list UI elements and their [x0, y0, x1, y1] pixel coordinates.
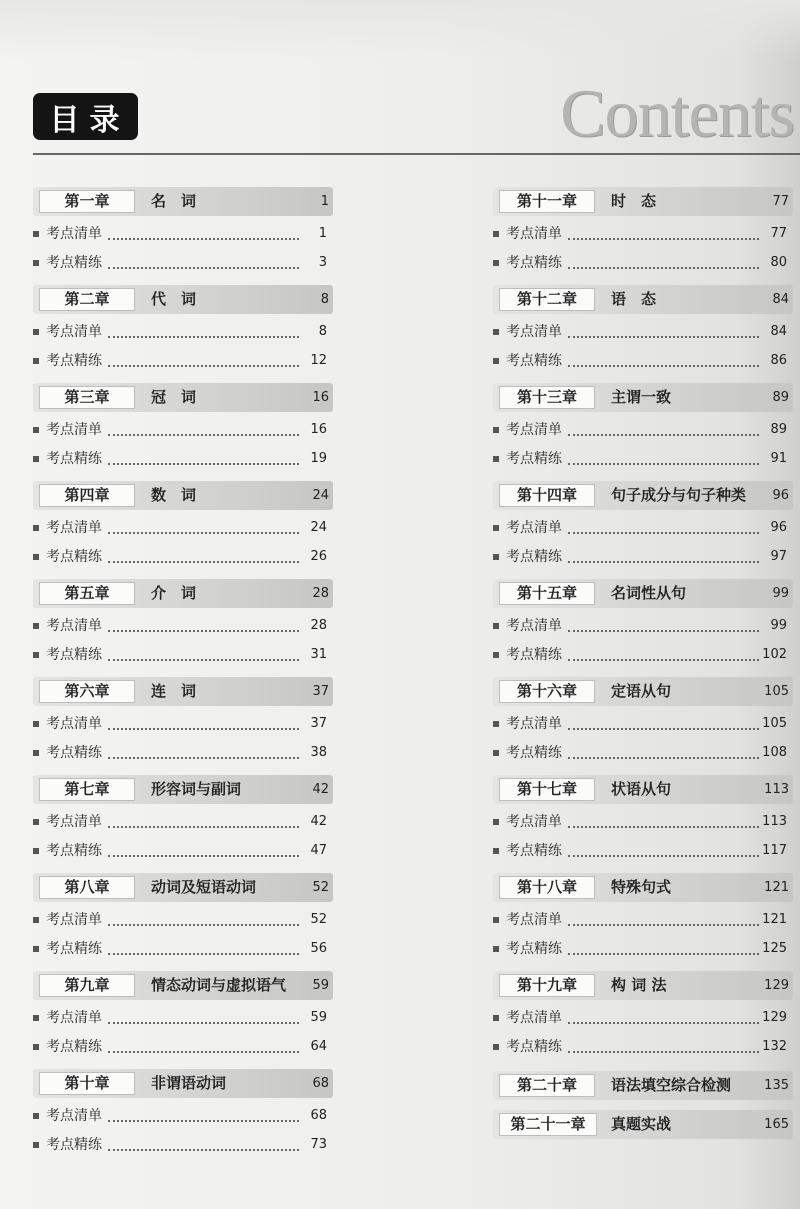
square-bullet-icon — [493, 1044, 499, 1050]
toc-entry-page-number: 56 — [310, 941, 327, 956]
toc-entry-page-number: 26 — [310, 549, 327, 564]
chapter-page-number: 135 — [764, 1078, 789, 1093]
chapter-title: 代 词 — [151, 290, 197, 308]
chapter-page-number: 121 — [764, 880, 789, 895]
dot-leader — [108, 659, 299, 661]
chapter-title: 语法填空综合检测 — [611, 1076, 732, 1094]
dot-leader — [108, 238, 299, 240]
chapter-title: 连 词 — [151, 682, 197, 700]
toc-entry-page-number: 73 — [310, 1137, 327, 1152]
dot-leader — [108, 434, 299, 436]
dot-leader — [568, 630, 759, 632]
toc-entry-label: 考点清单 — [506, 226, 562, 242]
toc-entry-page-number: 97 — [770, 549, 787, 564]
toc-entry-page-number: 102 — [762, 647, 787, 662]
square-bullet-icon — [493, 750, 499, 756]
toc-entry-label: 考点清单 — [46, 1010, 102, 1026]
toc-entry[interactable] — [493, 416, 793, 444]
toc-entry-page-number: 19 — [310, 451, 327, 466]
square-bullet-icon — [493, 260, 499, 266]
dot-leader — [108, 336, 299, 338]
square-bullet-icon — [33, 1015, 39, 1021]
chapter-title: 介 词 — [151, 584, 197, 602]
toc-column-right — [493, 187, 793, 1143]
toc-entry[interactable] — [493, 935, 793, 963]
square-bullet-icon — [493, 1015, 499, 1021]
dot-leader — [568, 336, 759, 338]
toc-entry-page-number: 84 — [770, 324, 787, 339]
chapter-title: 名 词 — [151, 192, 197, 210]
toc-entry[interactable] — [493, 543, 793, 571]
toc-entry-page-number: 16 — [310, 422, 327, 437]
chapter-title: 动词及短语动词 — [151, 878, 257, 896]
toc-entry-page-number: 47 — [310, 843, 327, 858]
toc-entry-page-number: 28 — [310, 618, 327, 633]
toc-entry-page-number: 86 — [770, 353, 787, 368]
toc-chapter[interactable] — [33, 971, 333, 1000]
chapter-number: 第五章 — [39, 582, 135, 605]
toc-entry-page-number: 37 — [310, 716, 327, 731]
toc-entry-label: 考点精练 — [46, 941, 102, 957]
toc-entry[interactable] — [33, 641, 333, 669]
toc-chapter[interactable] — [33, 873, 333, 902]
toc-chapter[interactable] — [33, 481, 333, 510]
toc-entry[interactable] — [33, 739, 333, 767]
toc-entry[interactable] — [33, 249, 333, 277]
toc-column-left — [33, 187, 333, 1167]
toc-entry-label: 考点清单 — [506, 716, 562, 732]
page-title: 目录 — [33, 93, 138, 140]
dot-leader — [108, 855, 299, 857]
dot-leader — [108, 267, 299, 269]
chapter-number: 第十六章 — [499, 680, 595, 703]
toc-entry-label: 考点精练 — [46, 745, 102, 761]
dot-leader — [108, 630, 299, 632]
chapter-page-number: 42 — [312, 782, 329, 797]
dot-leader — [568, 924, 759, 926]
toc-entry[interactable] — [33, 347, 333, 375]
square-bullet-icon — [33, 358, 39, 364]
toc-entry-page-number: 89 — [770, 422, 787, 437]
toc-entry-label: 考点清单 — [46, 618, 102, 634]
toc-chapter[interactable] — [33, 677, 333, 706]
toc-entry-label: 考点精练 — [506, 353, 562, 369]
toc-chapter[interactable] — [493, 383, 793, 412]
square-bullet-icon — [493, 623, 499, 629]
toc-chapter[interactable] — [493, 481, 793, 510]
chapter-number: 第二十一章 — [499, 1113, 597, 1136]
square-bullet-icon — [33, 721, 39, 727]
toc-entry-label: 考点精练 — [506, 1039, 562, 1055]
toc-entry[interactable] — [33, 543, 333, 571]
toc-entry[interactable] — [33, 514, 333, 542]
toc-entry[interactable] — [493, 445, 793, 473]
toc-entry-page-number: 59 — [310, 1010, 327, 1025]
toc-entry-page-number: 113 — [762, 814, 787, 829]
chapter-page-number: 77 — [772, 194, 789, 209]
toc-entry[interactable] — [493, 710, 793, 738]
toc-chapter[interactable] — [493, 1110, 793, 1139]
toc-entry[interactable] — [33, 808, 333, 836]
chapter-page-number: 59 — [312, 978, 329, 993]
chapter-number: 第十八章 — [499, 876, 595, 899]
toc-entry-page-number: 64 — [310, 1039, 327, 1054]
toc-chapter[interactable] — [33, 579, 333, 608]
toc-entry[interactable] — [33, 1131, 333, 1159]
square-bullet-icon — [33, 554, 39, 560]
square-bullet-icon — [493, 917, 499, 923]
toc-entry-label: 考点清单 — [506, 520, 562, 536]
toc-entry[interactable] — [33, 416, 333, 444]
chapter-page-number: 99 — [772, 586, 789, 601]
dot-leader — [568, 953, 759, 955]
chapter-number: 第一章 — [39, 190, 135, 213]
dot-leader — [568, 757, 759, 759]
toc-entry-page-number: 132 — [762, 1039, 787, 1054]
toc-entry-label: 考点精练 — [46, 549, 102, 565]
dot-leader — [108, 1149, 299, 1151]
square-bullet-icon — [493, 231, 499, 237]
toc-entry-page-number: 99 — [770, 618, 787, 633]
chapter-page-number: 37 — [312, 684, 329, 699]
chapter-title: 特殊句式 — [611, 878, 672, 896]
chapter-number: 第六章 — [39, 680, 135, 703]
toc-entry-page-number: 129 — [762, 1010, 787, 1025]
toc-entry-label: 考点精练 — [46, 843, 102, 859]
toc-entry-label: 考点精练 — [46, 1039, 102, 1055]
chapter-page-number: 129 — [764, 978, 789, 993]
chapter-title: 主谓一致 — [611, 388, 672, 406]
toc-entry-page-number: 105 — [762, 716, 787, 731]
square-bullet-icon — [33, 260, 39, 266]
chapter-number: 第十四章 — [499, 484, 595, 507]
square-bullet-icon — [493, 525, 499, 531]
toc-entry-label: 考点清单 — [46, 520, 102, 536]
square-bullet-icon — [33, 917, 39, 923]
toc-entry-page-number: 24 — [310, 520, 327, 535]
toc-entry-page-number: 8 — [318, 324, 327, 339]
square-bullet-icon — [33, 456, 39, 462]
toc-entry-page-number: 96 — [770, 520, 787, 535]
dot-leader — [108, 1120, 299, 1122]
toc-entry-label: 考点清单 — [46, 912, 102, 928]
square-bullet-icon — [493, 848, 499, 854]
chapter-number: 第八章 — [39, 876, 135, 899]
square-bullet-icon — [33, 946, 39, 952]
toc-entry-page-number: 52 — [310, 912, 327, 927]
square-bullet-icon — [33, 819, 39, 825]
toc-entry-page-number: 77 — [770, 226, 787, 241]
toc-chapter[interactable] — [493, 677, 793, 706]
chapter-number: 第十一章 — [499, 190, 595, 213]
chapter-page-number: 165 — [764, 1117, 789, 1132]
toc-chapter[interactable] — [33, 187, 333, 216]
dot-leader — [108, 1051, 299, 1053]
square-bullet-icon — [33, 1113, 39, 1119]
toc-chapter[interactable] — [493, 971, 793, 1000]
square-bullet-icon — [493, 652, 499, 658]
toc-entry[interactable] — [493, 808, 793, 836]
toc-entry-page-number: 91 — [770, 451, 787, 466]
chapter-title: 形容词与副词 — [151, 780, 242, 798]
toc-entry-page-number: 3 — [318, 255, 327, 270]
toc-entry[interactable] — [493, 249, 793, 277]
dot-leader — [108, 532, 299, 534]
toc-entry-label: 考点精练 — [506, 941, 562, 957]
square-bullet-icon — [493, 554, 499, 560]
square-bullet-icon — [33, 329, 39, 335]
toc-entry-label: 考点精练 — [46, 647, 102, 663]
chapter-page-number: 84 — [772, 292, 789, 307]
toc-entry[interactable] — [33, 1004, 333, 1032]
toc-entry-page-number: 1 — [318, 226, 327, 241]
dot-leader — [568, 855, 759, 857]
dot-leader — [568, 365, 759, 367]
toc-entry-page-number: 117 — [762, 843, 787, 858]
toc-entry-label: 考点清单 — [46, 1108, 102, 1124]
dot-leader — [568, 1022, 759, 1024]
toc-entry-page-number: 80 — [770, 255, 787, 270]
dot-leader — [568, 1051, 759, 1053]
toc-entry[interactable] — [493, 1004, 793, 1032]
chapter-number: 第十三章 — [499, 386, 595, 409]
contents-heading: Contents — [560, 75, 794, 151]
chapter-page-number: 16 — [312, 390, 329, 405]
toc-entry-label: 考点清单 — [46, 226, 102, 242]
toc-entry[interactable] — [33, 612, 333, 640]
square-bullet-icon — [33, 652, 39, 658]
dot-leader — [108, 728, 299, 730]
chapter-title: 数 词 — [151, 486, 197, 504]
toc-entry[interactable] — [33, 220, 333, 248]
dot-leader — [568, 267, 759, 269]
square-bullet-icon — [33, 623, 39, 629]
toc-entry-label: 考点清单 — [46, 324, 102, 340]
chapter-page-number: 89 — [772, 390, 789, 405]
chapter-title: 语 态 — [611, 290, 657, 308]
chapter-number: 第二十章 — [499, 1074, 595, 1097]
chapter-title: 冠 词 — [151, 388, 197, 406]
chapter-number: 第三章 — [39, 386, 135, 409]
toc-chapter[interactable] — [493, 187, 793, 216]
dot-leader — [108, 463, 299, 465]
toc-entry[interactable] — [33, 318, 333, 346]
square-bullet-icon — [493, 329, 499, 335]
chapter-number: 第七章 — [39, 778, 135, 801]
square-bullet-icon — [33, 750, 39, 756]
chapter-title: 真题实战 — [611, 1115, 672, 1133]
toc-entry-label: 考点精练 — [506, 647, 562, 663]
chapter-title: 非谓语动词 — [151, 1074, 227, 1092]
toc-chapter[interactable] — [493, 285, 793, 314]
dot-leader — [568, 532, 759, 534]
dot-leader — [108, 561, 299, 563]
toc-entry[interactable] — [493, 220, 793, 248]
toc-entry-page-number: 68 — [310, 1108, 327, 1123]
chapter-title: 定语从句 — [611, 682, 672, 700]
square-bullet-icon — [33, 1142, 39, 1148]
toc-entry-page-number: 38 — [310, 745, 327, 760]
header-divider — [33, 153, 800, 155]
chapter-title: 情态动词与虚拟语气 — [151, 976, 287, 994]
toc-chapter[interactable] — [493, 873, 793, 902]
toc-entry-page-number: 121 — [762, 912, 787, 927]
chapter-number: 第十章 — [39, 1072, 135, 1095]
toc-chapter[interactable] — [493, 579, 793, 608]
toc-entry[interactable] — [493, 347, 793, 375]
chapter-title: 句子成分与句子种类 — [611, 486, 747, 504]
chapter-page-number: 105 — [764, 684, 789, 699]
square-bullet-icon — [493, 358, 499, 364]
toc-entry-label: 考点清单 — [506, 1010, 562, 1026]
chapter-title: 状语从句 — [611, 780, 672, 798]
chapter-number: 第九章 — [39, 974, 135, 997]
square-bullet-icon — [33, 525, 39, 531]
toc-entry-page-number: 125 — [762, 941, 787, 956]
chapter-number: 第十七章 — [499, 778, 595, 801]
toc-entry-label: 考点精练 — [506, 255, 562, 271]
toc-entry[interactable] — [33, 935, 333, 963]
dot-leader — [108, 365, 299, 367]
dot-leader — [108, 953, 299, 955]
toc-entry-label: 考点清单 — [46, 814, 102, 830]
chapter-title: 构 词 法 — [611, 976, 667, 994]
toc-entry-label: 考点精练 — [506, 745, 562, 761]
toc-entry-label: 考点清单 — [46, 422, 102, 438]
square-bullet-icon — [493, 946, 499, 952]
square-bullet-icon — [33, 427, 39, 433]
toc-entry-label: 考点精练 — [46, 1137, 102, 1153]
dot-leader — [568, 463, 759, 465]
toc-entry-label: 考点精练 — [46, 255, 102, 271]
toc-entry[interactable] — [33, 1033, 333, 1061]
square-bullet-icon — [493, 456, 499, 462]
page-top-shadow — [0, 0, 800, 60]
square-bullet-icon — [493, 427, 499, 433]
dot-leader — [568, 826, 759, 828]
toc-entry[interactable] — [493, 641, 793, 669]
toc-chapter[interactable] — [493, 1071, 793, 1100]
toc-entry[interactable] — [493, 906, 793, 934]
chapter-page-number: 113 — [764, 782, 789, 797]
dot-leader — [568, 561, 759, 563]
toc-entry-page-number: 12 — [310, 353, 327, 368]
toc-entry[interactable] — [493, 612, 793, 640]
chapter-number: 第十九章 — [499, 974, 595, 997]
dot-leader — [568, 434, 759, 436]
toc-entry[interactable] — [493, 1033, 793, 1061]
toc-entry-page-number: 108 — [762, 745, 787, 760]
chapter-title: 时 态 — [611, 192, 657, 210]
dot-leader — [568, 659, 759, 661]
chapter-number: 第十二章 — [499, 288, 595, 311]
toc-entry[interactable] — [33, 445, 333, 473]
chapter-number: 第四章 — [39, 484, 135, 507]
toc-chapter[interactable] — [33, 383, 333, 412]
toc-chapter[interactable] — [493, 775, 793, 804]
chapter-page-number: 96 — [772, 488, 789, 503]
chapter-page-number: 28 — [312, 586, 329, 601]
toc-entry-page-number: 42 — [310, 814, 327, 829]
toc-entry-label: 考点清单 — [506, 618, 562, 634]
toc-chapter[interactable] — [33, 1069, 333, 1098]
chapter-page-number: 8 — [320, 292, 329, 307]
toc-entry-label: 考点精练 — [506, 843, 562, 859]
toc-entry-label: 考点清单 — [506, 324, 562, 340]
toc-entry-label: 考点清单 — [506, 814, 562, 830]
toc-chapter[interactable] — [33, 285, 333, 314]
dot-leader — [108, 826, 299, 828]
chapter-page-number: 1 — [320, 194, 329, 209]
toc-entry-label: 考点清单 — [46, 716, 102, 732]
toc-entry[interactable] — [493, 318, 793, 346]
toc-entry-label: 考点精练 — [46, 451, 102, 467]
chapter-page-number: 52 — [312, 880, 329, 895]
toc-entry-label: 考点精练 — [46, 353, 102, 369]
chapter-number: 第十五章 — [499, 582, 595, 605]
dot-leader — [108, 924, 299, 926]
toc-entry[interactable] — [33, 710, 333, 738]
chapter-page-number: 68 — [312, 1076, 329, 1091]
square-bullet-icon — [493, 721, 499, 727]
square-bullet-icon — [33, 1044, 39, 1050]
toc-entry[interactable] — [33, 1102, 333, 1130]
square-bullet-icon — [493, 819, 499, 825]
chapter-title: 名词性从句 — [611, 584, 687, 602]
chapter-page-number: 24 — [312, 488, 329, 503]
dot-leader — [568, 238, 759, 240]
toc-entry[interactable] — [33, 906, 333, 934]
toc-entry[interactable] — [33, 837, 333, 865]
square-bullet-icon — [33, 848, 39, 854]
dot-leader — [568, 728, 759, 730]
dot-leader — [108, 1022, 299, 1024]
toc-entry[interactable] — [493, 514, 793, 542]
toc-entry[interactable] — [493, 739, 793, 767]
toc-entry-page-number: 31 — [310, 647, 327, 662]
toc-entry-label: 考点清单 — [506, 912, 562, 928]
chapter-number: 第二章 — [39, 288, 135, 311]
toc-entry-label: 考点清单 — [506, 422, 562, 438]
dot-leader — [108, 757, 299, 759]
toc-entry[interactable] — [493, 837, 793, 865]
toc-entry-label: 考点精练 — [506, 549, 562, 565]
square-bullet-icon — [33, 231, 39, 237]
toc-entry-label: 考点精练 — [506, 451, 562, 467]
toc-chapter[interactable] — [33, 775, 333, 804]
